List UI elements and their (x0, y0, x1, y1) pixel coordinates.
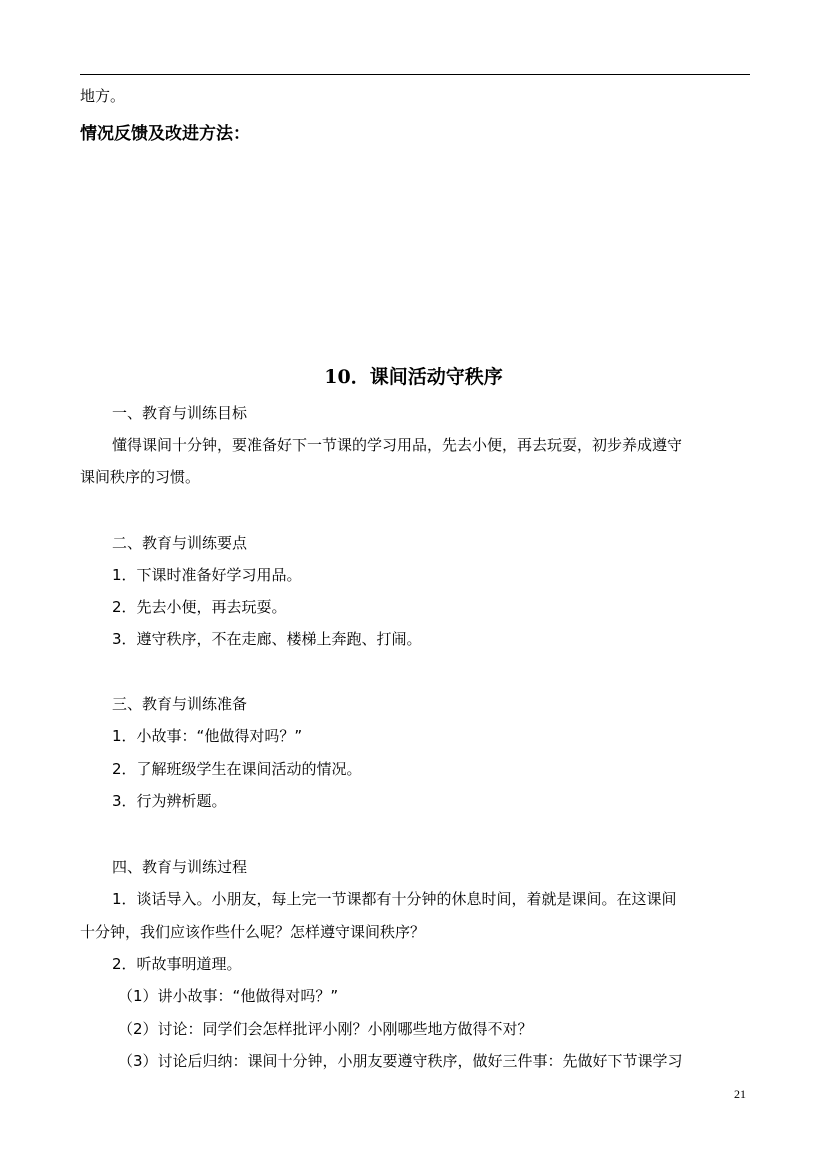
section-4-item-1: 1．谈话导入。小朋友，每上完一节课都有十分钟的休息时间，着就是课间。在这课间 (112, 890, 677, 908)
section-3-item-3: 3．行为辨析题。 (112, 792, 227, 810)
section-3-item-1: 1．小故事：“他做得对吗？” (112, 727, 303, 745)
section-2-item-1: 1．下课时准备好学习用品。 (112, 566, 302, 584)
page-number: 21 (734, 1087, 746, 1101)
section-4-item-1-cont: 十分钟，我们应该作些什么呢？怎样遵守课间秩序？ (80, 923, 426, 941)
lesson-title: 10．课间活动守秩序 (324, 366, 503, 388)
section-4-heading: 四、教育与训练过程 (112, 858, 248, 876)
section-4-sub-2: （2）讨论：同学们会怎样批评小刚？小刚哪些地方做得不对？ (118, 1020, 533, 1038)
continuation-text: 地方。 (80, 87, 126, 105)
section-4-sub-1: （1）讲小故事：“他做得对吗？” (118, 987, 339, 1005)
header-rule (80, 74, 750, 75)
section-3-heading: 三、教育与训练准备 (112, 695, 248, 713)
section-3-item-2: 2．了解班级学生在课间活动的情况。 (112, 760, 362, 778)
feedback-heading: 情况反馈及改进方法： (80, 124, 250, 144)
section-2-heading: 二、教育与训练要点 (112, 534, 248, 552)
section-1-heading: 一、教育与训练目标 (112, 404, 248, 422)
section-2-item-3: 3．遵守秩序，不在走廊、楼梯上奔跑、打闹。 (112, 630, 422, 648)
section-1-body: 懂得课间十分钟，要准备好下一节课的学习用品，先去小便，再去玩耍，初步养成遵守 (112, 436, 683, 454)
section-4-sub-3: （3）讨论后归纳：课间十分钟，小朋友要遵守秩序，做好三件事：先做好下节课学习 (118, 1052, 683, 1070)
section-4-item-2: 2．听故事明道理。 (112, 955, 242, 973)
section-1-body-cont: 课间秩序的习惯。 (80, 468, 201, 486)
section-2-item-2: 2．先去小便，再去玩耍。 (112, 598, 287, 616)
